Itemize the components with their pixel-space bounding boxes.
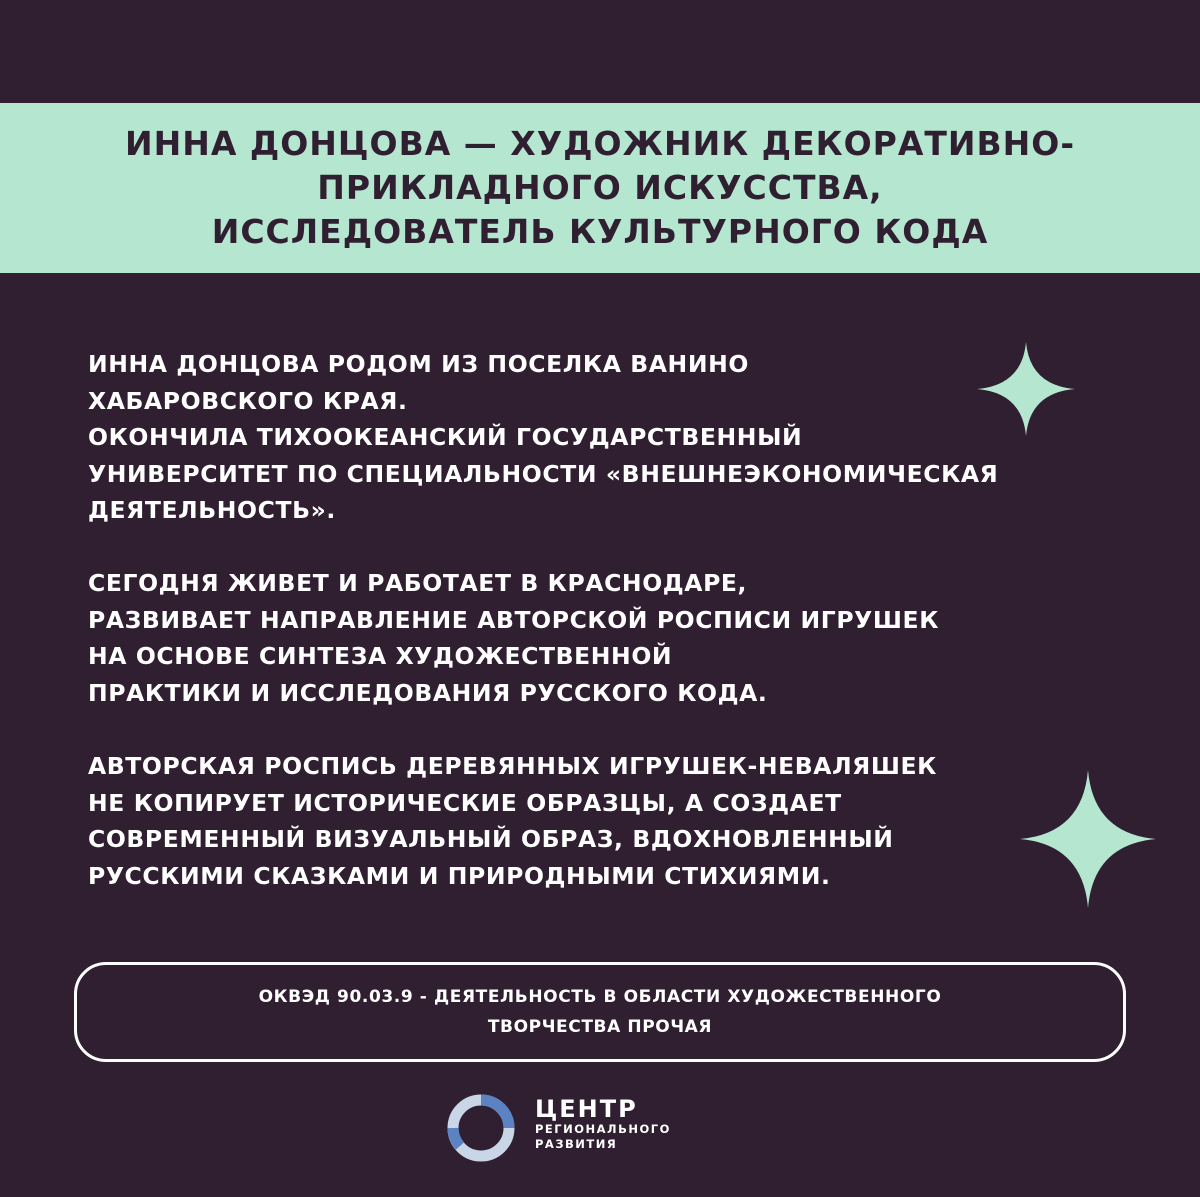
okved-box [74,962,1126,1062]
text-line: АВТОРСКАЯ РОСПИСЬ ДЕРЕВЯННЫХ ИГРУШЕК-НЕВАЛЯШЕК [88,752,937,780]
sparkle-icon [977,342,1075,436]
page-title [110,122,1090,254]
text-line: НА ОСНОВЕ СИНТЕЗА ХУДОЖЕСТВЕННОЙ [88,642,673,670]
logo-sub-text: РЕГИОНАЛЬНОГО [535,1122,671,1136]
text-line: УНИВЕРСИТЕТ ПО СПЕЦИАЛЬНОСТИ «ВНЕШНЕЭКОНОМИЧЕСКАЯ [88,459,999,488]
text-line: НЕ КОПИРУЕТ ИСТОРИЧЕСКИЕ ОБРАЗЦЫ, А СОЗДАЕТ [88,788,842,817]
title-line: ИННА ДОНЦОВА — ХУДОЖНИК ДЕКОРАТИВНО- [124,124,1076,163]
sparkle-icon [1020,770,1156,908]
logo [443,1090,743,1170]
text-line: СЕГОДНЯ ЖИВЕТ И РАБОТАЕТ В КРАСНОДАРЕ, [88,569,748,597]
ring-logo-icon [443,1090,519,1166]
okved-line: ТВОРЧЕСТВА ПРОЧАЯ [487,1017,713,1037]
bio-paragraph-origin [88,346,1128,529]
logo-sub-text: РАЗВИТИЯ [535,1137,618,1151]
text-line: ДЕЯТЕЛЬНОСТЬ». [88,496,336,524]
okved-line: ОКВЭД 90.03.9 - ДЕЯТЕЛЬНОСТЬ В ОБЛАСТИ ХУДОЖЕСТВЕННОГО [258,987,942,1007]
title-line: ПРИКЛАДНОГО ИСКУССТВА, [317,168,883,207]
logo-main-text: ЦЕНТР [535,1095,638,1123]
text-line: ПРАКТИКИ И ИССЛЕДОВАНИЯ РУССКОГО КОДА. [88,678,768,707]
logo-text [535,1096,671,1152]
text-line: ОКОНЧИЛА ТИХООКЕАНСКИЙ ГОСУДАРСТВЕННЫЙ [88,423,803,451]
text-line: СОВРЕМЕННЫЙ ВИЗУАЛЬНЫЙ ОБРАЗ, ВДОХНОВЛЕННЫЙ [88,825,894,853]
text-line: РАЗВИВАЕТ НАПРАВЛЕНИЕ АВТОРСКОЙ РОСПИСИ ИГРУШЕК [88,605,939,634]
text-line: РУССКИМИ СКАЗКАМИ И ПРИРОДНЫМИ СТИХИЯМИ. [88,861,831,890]
title-banner [0,103,1200,273]
okved-text [259,982,942,1042]
title-line: ИССЛЕДОВАТЕЛЬ КУЛЬТУРНОГО КОДА [211,212,989,251]
bio-paragraph-art [88,748,1128,894]
text-line: ИННА ДОНЦОВА РОДОМ ИЗ ПОСЕЛКА ВАНИНО [88,350,749,378]
text-line: ХАБАРОВСКОГО КРАЯ. [88,386,408,415]
bio-paragraph-work [88,565,1128,711]
